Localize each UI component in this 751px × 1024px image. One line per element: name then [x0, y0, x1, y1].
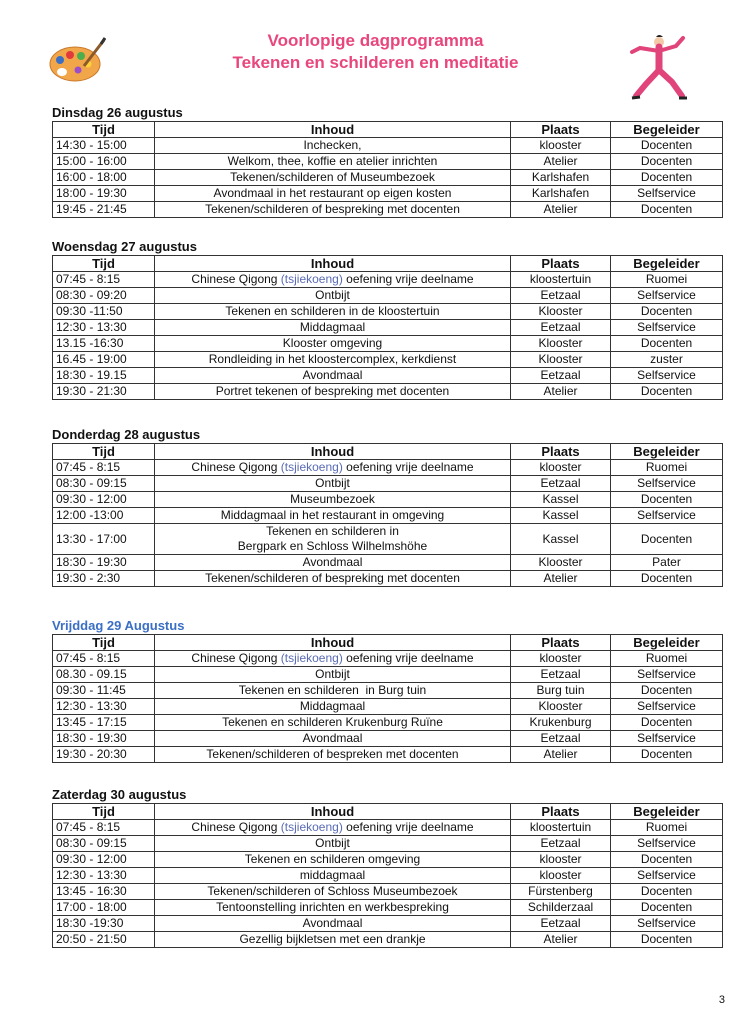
table-row: [53, 747, 723, 763]
cell-place: Krukenburg: [511, 715, 611, 731]
cell-content: Tentoonstelling inrichten en werkbespreking: [155, 900, 511, 916]
cell-content: Museumbezoek: [155, 492, 511, 508]
day-title: Dinsdag 26 augustus: [52, 105, 183, 120]
header-content: Inhoud: [155, 635, 511, 651]
cell-time: 08:30 - 09:20: [53, 288, 155, 304]
table-row: [53, 460, 723, 476]
cell-time: 12:30 - 13:30: [53, 320, 155, 336]
table-row: [53, 492, 723, 508]
cell-content: Middagmaal: [155, 320, 511, 336]
page-number: 3: [718, 994, 725, 1006]
cell-place: klooster: [511, 460, 611, 476]
content-text: oefening vrije deelname: [342, 651, 474, 665]
cell-time: 13:45 - 16:30: [53, 884, 155, 900]
cell-time: 18:30 - 19.15: [53, 368, 155, 384]
cell-guide: Docenten: [611, 524, 723, 555]
cell-place: Schilderzaal: [511, 900, 611, 916]
cell-time: 13.15 -16:30: [53, 336, 155, 352]
cell-content: Welkom, thee, koffie en atelier inrichten: [155, 154, 511, 170]
day-section: [52, 105, 724, 218]
pronunciation-note: (tsjiekoeng): [280, 820, 343, 834]
cell-content: Tekenen en schilderen Krukenburg Ruïne: [155, 715, 511, 731]
paint-palette-icon: [48, 36, 106, 84]
schedule-table: [52, 803, 723, 948]
table-row: [53, 932, 723, 948]
cell-content: Rondleiding in het kloostercomplex, kerkdienst: [155, 352, 511, 368]
day-section: [52, 618, 724, 763]
table-row: [53, 836, 723, 852]
cell-place: Atelier: [511, 384, 611, 400]
cell-time: 07:45 - 8:15: [53, 460, 155, 476]
cell-time: 18:30 -19:30: [53, 916, 155, 932]
cell-place: kloostertuin: [511, 272, 611, 288]
schedule-table: [52, 443, 723, 587]
table-row: [53, 651, 723, 667]
cell-guide: Selfservice: [611, 667, 723, 683]
content-text: Chinese Qigong: [191, 820, 281, 834]
cell-time: 20:50 - 21:50: [53, 932, 155, 948]
header-guide: Begeleider: [611, 635, 723, 651]
cell-guide: Docenten: [611, 571, 723, 587]
schedule-table: [52, 255, 723, 400]
table-header-row: [53, 444, 723, 460]
cell-guide: Docenten: [611, 715, 723, 731]
cell-guide: Docenten: [611, 304, 723, 320]
cell-place: Klooster: [511, 304, 611, 320]
table-header-row: [53, 635, 723, 651]
cell-guide: Ruomei: [611, 272, 723, 288]
table-row: [53, 699, 723, 715]
table-row: [53, 715, 723, 731]
content-text: Chinese Qigong: [191, 272, 281, 286]
day-section: [52, 239, 724, 400]
cell-guide: Docenten: [611, 170, 723, 186]
cell-guide: Docenten: [611, 154, 723, 170]
day-section: [52, 427, 724, 587]
cell-time: 09:30 -11:50: [53, 304, 155, 320]
cell-time: 08:30 - 09:15: [53, 836, 155, 852]
cell-time: 18:30 - 19:30: [53, 555, 155, 571]
header-time: Tijd: [53, 804, 155, 820]
table-row: [53, 820, 723, 836]
cell-content: [155, 272, 511, 288]
day-title: Vrijddag 29 Augustus: [52, 618, 185, 633]
header-content: Inhoud: [155, 444, 511, 460]
cell-guide: Docenten: [611, 932, 723, 948]
table-row: [53, 272, 723, 288]
cell-guide: Ruomei: [611, 820, 723, 836]
table-row: [53, 352, 723, 368]
table-row: [53, 524, 723, 555]
cell-guide: Docenten: [611, 747, 723, 763]
header-place: Plaats: [511, 256, 611, 272]
table-row: [53, 336, 723, 352]
header-place: Plaats: [511, 444, 611, 460]
table-row: [53, 852, 723, 868]
cell-guide: Selfservice: [611, 476, 723, 492]
cell-content: Klooster omgeving: [155, 336, 511, 352]
content-text: oefening vrije deelname: [342, 460, 474, 474]
pronunciation-note: (tsjiekoeng): [280, 651, 343, 665]
table-row: [53, 138, 723, 154]
table-row: [53, 571, 723, 587]
header-content: Inhoud: [155, 122, 511, 138]
cell-time: 12:30 - 13:30: [53, 699, 155, 715]
cell-place: Karlshafen: [511, 186, 611, 202]
cell-content: Gezellig bijkletsen met een drankje: [155, 932, 511, 948]
cell-content: Portret tekenen of bespreking met docenten: [155, 384, 511, 400]
cell-guide: Docenten: [611, 852, 723, 868]
header-time: Tijd: [53, 122, 155, 138]
cell-place: Eetzaal: [511, 476, 611, 492]
cell-place: klooster: [511, 852, 611, 868]
pronunciation-note: (tsjiekoeng): [280, 460, 343, 474]
header-guide: Begeleider: [611, 256, 723, 272]
cell-guide: Selfservice: [611, 186, 723, 202]
cell-guide: Ruomei: [611, 651, 723, 667]
cell-content: Tekenen/schilderen of Museumbezoek: [155, 170, 511, 186]
cell-place: Kassel: [511, 524, 611, 555]
cell-place: Klooster: [511, 336, 611, 352]
cell-time: 17:00 - 18:00: [53, 900, 155, 916]
cell-place: kloostertuin: [511, 820, 611, 836]
cell-time: 19:30 - 20:30: [53, 747, 155, 763]
table-row: [53, 368, 723, 384]
cell-place: Eetzaal: [511, 288, 611, 304]
cell-content: Tekenen en schilderen omgeving: [155, 852, 511, 868]
cell-content: middagmaal: [155, 868, 511, 884]
table-header-row: [53, 122, 723, 138]
cell-guide: Selfservice: [611, 699, 723, 715]
cell-place: Atelier: [511, 202, 611, 218]
cell-content: Avondmaal: [155, 731, 511, 747]
cell-place: Eetzaal: [511, 836, 611, 852]
day-title: Donderdag 28 augustus: [52, 427, 201, 442]
cell-time: 09:30 - 12:00: [53, 852, 155, 868]
cell-time: 09:30 - 11:45: [53, 683, 155, 699]
cell-time: 16:00 - 18:00: [53, 170, 155, 186]
cell-content: Avondmaal in het restaurant op eigen kosten: [155, 186, 511, 202]
cell-time: 18:30 - 19:30: [53, 731, 155, 747]
cell-guide: Docenten: [611, 683, 723, 699]
cell-content: Tekenen/schilderen of bespreken met docenten: [155, 747, 511, 763]
cell-time: 07:45 - 8:15: [53, 272, 155, 288]
cell-content: Inchecken,: [155, 138, 511, 154]
header-content: Inhoud: [155, 256, 511, 272]
cell-place: Fürstenberg: [511, 884, 611, 900]
day-title: Woensdag 27 augustus: [52, 239, 197, 254]
cell-content: Tekenen/schilderen of Schloss Museumbezoek: [155, 884, 511, 900]
cell-content: Tekenen/schilderen of bespreking met docenten: [155, 202, 511, 218]
cell-time: 19:45 - 21:45: [53, 202, 155, 218]
cell-content: Tekenen/schilderen of bespreking met docenten: [155, 571, 511, 587]
cell-place: Eetzaal: [511, 368, 611, 384]
cell-content: [155, 460, 511, 476]
pronunciation-note: (tsjiekoeng): [280, 272, 343, 286]
table-row: [53, 202, 723, 218]
cell-place: klooster: [511, 138, 611, 154]
cell-guide: Selfservice: [611, 868, 723, 884]
cell-content: Ontbijt: [155, 476, 511, 492]
cell-time: 07:45 - 8:15: [53, 651, 155, 667]
cell-time: 12:30 - 13:30: [53, 868, 155, 884]
cell-content: [155, 820, 511, 836]
cell-place: Burg tuin: [511, 683, 611, 699]
cell-content: [155, 651, 511, 667]
table-row: [53, 683, 723, 699]
cell-place: klooster: [511, 868, 611, 884]
cell-guide: Docenten: [611, 138, 723, 154]
cell-guide: Pater: [611, 555, 723, 571]
page-subtitle: Tekenen en schilderen en meditatie: [232, 53, 519, 72]
header-content: Inhoud: [155, 804, 511, 820]
cell-place: Eetzaal: [511, 320, 611, 336]
content-text: Tekenen en schilderen in: [266, 524, 399, 538]
cell-guide: Docenten: [611, 492, 723, 508]
page-title: Voorlopige dagprogramma: [267, 31, 484, 50]
cell-guide: Selfservice: [611, 508, 723, 524]
cell-content: Middagmaal in het restaurant in omgeving: [155, 508, 511, 524]
header-time: Tijd: [53, 444, 155, 460]
cell-place: Klooster: [511, 699, 611, 715]
cell-content: Avondmaal: [155, 368, 511, 384]
content-text-line2: Bergpark en Schloss Wilhelmshöhe: [237, 539, 428, 553]
cell-place: Atelier: [511, 571, 611, 587]
header-time: Tijd: [53, 256, 155, 272]
table-row: [53, 868, 723, 884]
cell-place: Eetzaal: [511, 916, 611, 932]
table-row: [53, 916, 723, 932]
header-guide: Begeleider: [611, 444, 723, 460]
cell-guide: Ruomei: [611, 460, 723, 476]
table-row: [53, 186, 723, 202]
content-text: Chinese Qigong: [191, 460, 281, 474]
cell-place: Eetzaal: [511, 667, 611, 683]
cell-content: [155, 524, 511, 555]
table-row: [53, 731, 723, 747]
day-title: Zaterdag 30 augustus: [52, 787, 187, 802]
cell-place: Atelier: [511, 154, 611, 170]
cell-place: Kassel: [511, 508, 611, 524]
cell-content: Ontbijt: [155, 288, 511, 304]
table-row: [53, 384, 723, 400]
cell-content: Tekenen en schilderen in Burg tuin: [155, 683, 511, 699]
cell-guide: Docenten: [611, 336, 723, 352]
cell-time: 08.30 - 09.15: [53, 667, 155, 683]
cell-time: 13:45 - 17:15: [53, 715, 155, 731]
header-place: Plaats: [511, 122, 611, 138]
cell-content: Ontbijt: [155, 836, 511, 852]
qigong-figure-icon: [626, 34, 692, 102]
cell-place: Klooster: [511, 555, 611, 571]
cell-place: Karlshafen: [511, 170, 611, 186]
table-header-row: [53, 256, 723, 272]
header-place: Plaats: [511, 635, 611, 651]
cell-place: Kassel: [511, 492, 611, 508]
cell-guide: Docenten: [611, 202, 723, 218]
day-section: [52, 787, 724, 948]
cell-time: 19:30 - 21:30: [53, 384, 155, 400]
table-row: [53, 154, 723, 170]
content-text: oefening vrije deelname: [342, 820, 474, 834]
cell-time: 19:30 - 2:30: [53, 571, 155, 587]
cell-time: 07:45 - 8:15: [53, 820, 155, 836]
table-row: [53, 667, 723, 683]
cell-guide: Selfservice: [611, 368, 723, 384]
table-row: [53, 170, 723, 186]
cell-content: Tekenen en schilderen in de kloostertuin: [155, 304, 511, 320]
table-row: [53, 320, 723, 336]
cell-guide: Docenten: [611, 900, 723, 916]
header-place: Plaats: [511, 804, 611, 820]
cell-time: 12:00 -13:00: [53, 508, 155, 524]
table-row: [53, 900, 723, 916]
cell-content: Avondmaal: [155, 916, 511, 932]
cell-place: Klooster: [511, 352, 611, 368]
cell-guide: Selfservice: [611, 916, 723, 932]
header-guide: Begeleider: [611, 122, 723, 138]
cell-place: Eetzaal: [511, 731, 611, 747]
cell-time: 14:30 - 15:00: [53, 138, 155, 154]
header-time: Tijd: [53, 635, 155, 651]
cell-time: 18:00 - 19:30: [53, 186, 155, 202]
table-row: [53, 555, 723, 571]
cell-content: Avondmaal: [155, 555, 511, 571]
content-text: Chinese Qigong: [191, 651, 281, 665]
content-text: oefening vrije deelname: [342, 272, 474, 286]
cell-guide: Docenten: [611, 384, 723, 400]
cell-time: 13:30 - 17:00: [53, 524, 155, 555]
cell-place: klooster: [511, 651, 611, 667]
cell-time: 15:00 - 16:00: [53, 154, 155, 170]
cell-content: Ontbijt: [155, 667, 511, 683]
cell-time: 16.45 - 19:00: [53, 352, 155, 368]
cell-guide: Selfservice: [611, 320, 723, 336]
cell-time: 09:30 - 12:00: [53, 492, 155, 508]
table-row: [53, 508, 723, 524]
cell-content: Middagmaal: [155, 699, 511, 715]
table-header-row: [53, 804, 723, 820]
cell-guide: Selfservice: [611, 836, 723, 852]
header-guide: Begeleider: [611, 804, 723, 820]
table-row: [53, 288, 723, 304]
cell-guide: Docenten: [611, 884, 723, 900]
table-row: [53, 304, 723, 320]
table-row: [53, 476, 723, 492]
cell-guide: Selfservice: [611, 731, 723, 747]
table-row: [53, 884, 723, 900]
cell-time: 08:30 - 09:15: [53, 476, 155, 492]
schedule-table: [52, 121, 723, 218]
cell-place: Atelier: [511, 747, 611, 763]
schedule-table: [52, 634, 723, 763]
cell-guide: zuster: [611, 352, 723, 368]
cell-place: Atelier: [511, 932, 611, 948]
cell-guide: Selfservice: [611, 288, 723, 304]
